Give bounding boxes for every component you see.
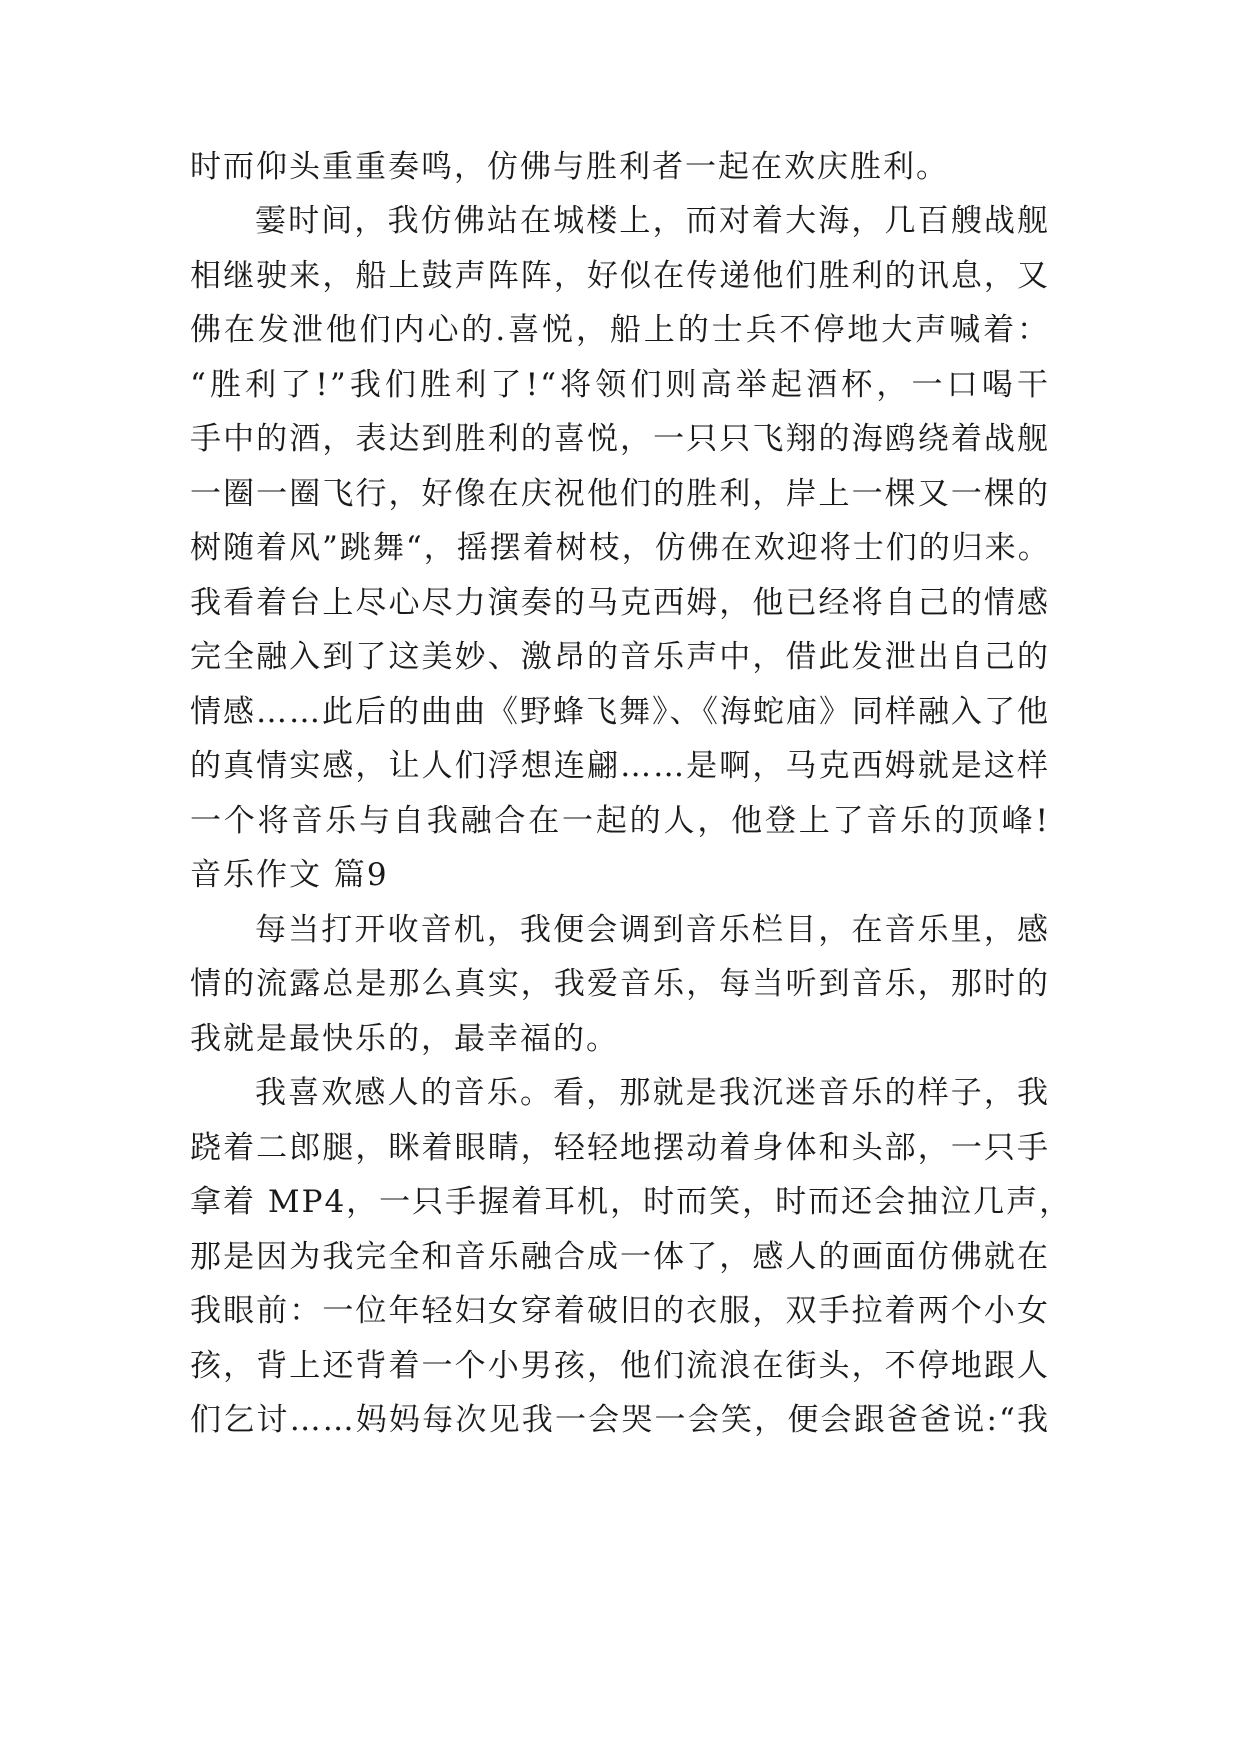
text-line: 的真情实感，让人们浮想连翩……是啊，马克西姆就是这样 [190, 748, 1050, 784]
section-heading: 音乐作文 篇9 [190, 857, 389, 893]
text-line: 我就是最快乐的，最幸福的。 [190, 1021, 619, 1057]
text-line: 树随着风”跳舞“，摇摆着树枝，仿佛在欢迎将士们的归来。 [190, 530, 1051, 566]
text-line: 完全融入到了这美妙、激昂的音乐声中，借此发泄出自己的 [190, 639, 1050, 675]
text-line: 跷着二郎腿，眯着眼睛，轻轻地摆动着身体和头部，一只手 [190, 1130, 1050, 1166]
text-line: 时而仰头重重奏鸣，仿佛与胜利者一起在欢庆胜利。 [190, 149, 949, 185]
text-line: “胜利了!”我们胜利了!“将领们则高举起酒杯，一口喝干 [190, 367, 1050, 403]
paragraph-start-line: 霎时间，我仿佛站在城楼上，而对着大海，几百艘战舰 [255, 203, 1050, 239]
text-line: 相继驶来，船上鼓声阵阵，好似在传递他们胜利的讯息，又 [190, 258, 1050, 294]
text-line: 一个将音乐与自我融合在一起的人，他登上了音乐的顶峰! [190, 803, 1050, 839]
text-line: 们乞讨……妈妈每次见我一会哭一会笑，便会跟爸爸说:“我 [190, 1402, 1050, 1438]
text-line: 手中的酒，表达到胜利的喜悦，一只只飞翔的海鸥绕着战舰 [190, 421, 1050, 457]
text-line: 孩，背上还背着一个小男孩，他们流浪在街头，不停地跟人 [190, 1348, 1050, 1384]
text-line: 我眼前：一位年轻妇女穿着破旧的衣服，双手拉着两个小女 [190, 1293, 1050, 1329]
text-line: 拿着 MP4，一只手握着耳机，时而笑，时而还会抽泣几声， [190, 1184, 1073, 1220]
text-line: 那是因为我完全和音乐融合成一体了，感人的画面仿佛就在 [190, 1239, 1050, 1275]
text-line: 一圈一圈飞行，好像在庆祝他们的胜利，岸上一棵又一棵的 [190, 476, 1050, 512]
text-line: 情感……此后的曲曲《野蜂飞舞》、《海蛇庙》同样融入了他 [190, 694, 1050, 730]
text-line: 情的流露总是那么真实，我爱音乐，每当听到音乐，那时的 [190, 966, 1050, 1002]
text-line: 佛在发泄他们内心的.喜悦，船上的士兵不停地大声喊着： [190, 312, 1050, 348]
paragraph-start-line: 我喜欢感人的音乐。看，那就是我沉迷音乐的样子，我 [255, 1075, 1050, 1111]
paragraph-start-line: 每当打开收音机，我便会调到音乐栏目，在音乐里，感 [255, 912, 1050, 948]
text-line: 我看着台上尽心尽力演奏的马克西姆，他已经将自己的情感 [190, 585, 1050, 621]
